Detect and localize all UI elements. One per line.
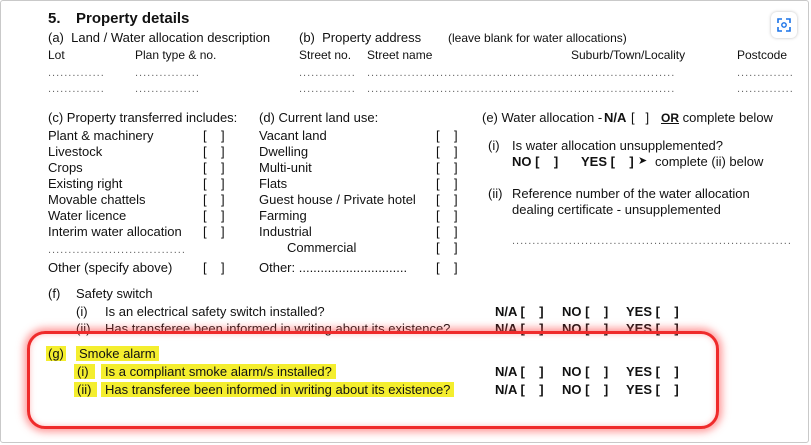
f-q2-num: (ii) — [76, 321, 91, 336]
g-q1-yes[interactable]: YES [ ] — [626, 364, 679, 379]
c-item: Movable chattels — [48, 192, 146, 207]
col-suburb: Suburb/Town/Locality — [571, 48, 686, 62]
d-item: Guest house / Private hotel — [259, 192, 416, 207]
checkbox[interactable]: [ ] — [203, 192, 225, 207]
e-ii-num: (ii) — [488, 186, 503, 201]
g-q2-na[interactable]: N/A [ ] — [495, 382, 544, 397]
e-or: OR — [661, 111, 679, 125]
c-item: Plant & machinery — [48, 128, 154, 143]
c-other-dots: .................................. — [48, 244, 186, 256]
checkbox[interactable]: [ ] — [436, 224, 458, 239]
d-item: Industrial — [259, 224, 312, 239]
g-title: Smoke alarm — [76, 346, 159, 361]
dots-lot-1: .............. — [48, 67, 105, 79]
f-q2-no[interactable]: NO [ ] — [562, 321, 609, 336]
label-a: (a) Land / Water allocation description — [48, 30, 271, 45]
dots-streetno-2: .............. — [299, 83, 356, 95]
dots-street-2: ............................................................................ — [367, 83, 676, 95]
f-label: (f) — [48, 286, 61, 301]
arrow-icon: ➤ — [638, 155, 648, 167]
g-q2-text: Has transferee been informed in writing about its existence? — [101, 382, 454, 397]
g-q1-num: (i) — [74, 364, 95, 379]
dots-streetno-1: .............. — [299, 67, 356, 79]
checkbox[interactable]: [ ] — [436, 128, 458, 143]
e-ii-dots: ..................................................................... — [512, 235, 792, 247]
checkbox[interactable]: [ ] — [203, 224, 225, 239]
f-q2-text: Has transferee been informed in writing about its existence? — [105, 321, 451, 336]
dots-street-1: ............................................................................ — [367, 67, 676, 79]
e-ii-line1: Reference number of the water allocation — [512, 186, 750, 201]
g-q2-no[interactable]: NO [ ] — [562, 382, 609, 397]
f-q1-yes[interactable]: YES [ ] — [626, 304, 679, 319]
g-q1-na[interactable]: N/A [ ] — [495, 364, 544, 379]
col-street-no: Street no. — [299, 48, 352, 62]
section-title: Property details — [76, 10, 190, 27]
g-q2-yes[interactable]: YES [ ] — [626, 382, 679, 397]
label-b-note: (leave blank for water allocations) — [448, 31, 627, 45]
dots-lot-2: .............. — [48, 83, 105, 95]
col-street-name: Street name — [367, 48, 433, 62]
c-item: Existing right — [48, 176, 123, 191]
f-q1-na[interactable]: N/A [ ] — [495, 304, 544, 319]
checkbox[interactable]: [ ] — [436, 144, 458, 159]
dots-postcode-1: .............. — [737, 67, 794, 79]
e-i-no-option[interactable]: NO [ ] — [512, 154, 559, 169]
d-item: Multi-unit — [259, 160, 312, 175]
f-title: Safety switch — [76, 286, 153, 301]
checkbox[interactable]: [ ] — [203, 144, 225, 159]
g-label: (g) — [48, 346, 64, 361]
checkbox[interactable]: [ ] — [203, 208, 225, 223]
f-q1-text: Is an electrical safety switch installed? — [105, 304, 325, 319]
d-heading: (d) Current land use: — [259, 110, 379, 125]
e-heading-suffix: complete below — [679, 110, 773, 125]
f-q1-no[interactable]: NO [ ] — [562, 304, 609, 319]
d-item: Dwelling — [259, 144, 309, 159]
checkbox[interactable]: [ ] — [436, 176, 458, 191]
col-postcode: Postcode — [737, 48, 788, 62]
checkbox[interactable]: [ ] — [203, 128, 225, 143]
section-number: 5. — [48, 10, 61, 27]
checkbox[interactable]: [ ] — [631, 110, 650, 125]
expand-icon — [776, 17, 792, 33]
col-plan: Plan type & no. — [135, 48, 217, 62]
f-q2-yes[interactable]: YES [ ] — [626, 321, 679, 336]
e-i-complete: complete (ii) below — [655, 154, 764, 169]
d-item: Vacant land — [259, 128, 327, 143]
checkbox[interactable]: [ ] — [203, 260, 225, 275]
g-q1-text: Is a compliant smoke alarm/s installed? — [101, 364, 336, 379]
e-i-num: (i) — [488, 138, 500, 153]
e-ii-line2: dealing certificate - unsupplemented — [512, 202, 721, 217]
c-item: Interim water allocation — [48, 224, 182, 239]
f-q2-na[interactable]: N/A [ ] — [495, 321, 544, 336]
checkbox[interactable]: [ ] — [436, 192, 458, 207]
c-heading: (c) Property transferred includes: — [48, 110, 238, 125]
f-q1-num: (i) — [76, 304, 88, 319]
e-na: N/A — [604, 110, 627, 125]
label-b: (b) Property address — [299, 30, 422, 45]
c-item: Water licence — [48, 208, 127, 223]
c-item: Crops — [48, 160, 83, 175]
g-q2-num: (ii) — [74, 382, 97, 397]
e-heading-prefix: (e) Water allocation - — [482, 110, 606, 125]
d-item: Commercial — [287, 240, 357, 255]
zoom-button[interactable] — [771, 12, 797, 38]
col-lot: Lot — [48, 48, 65, 62]
dots-plan-2: ................ — [135, 83, 200, 95]
d-item: Flats — [259, 176, 288, 191]
highlight-circle — [27, 331, 719, 429]
e-i-yes-option[interactable]: YES [ ] — [581, 154, 634, 169]
g-q1-no[interactable]: NO [ ] — [562, 364, 609, 379]
checkbox[interactable]: [ ] — [203, 160, 225, 175]
dots-postcode-2: .............. — [737, 83, 794, 95]
checkbox[interactable]: [ ] — [436, 260, 458, 275]
d-item: Farming — [259, 208, 307, 223]
d-other-label: Other: .............................. — [259, 260, 408, 275]
c-other-label: Other (specify above) — [48, 260, 173, 275]
dots-plan-1: ................ — [135, 67, 200, 79]
checkbox[interactable]: [ ] — [436, 160, 458, 175]
checkbox[interactable]: [ ] — [436, 240, 458, 255]
e-i-question: Is water allocation unsupplemented? — [512, 138, 724, 153]
checkbox[interactable]: [ ] — [203, 176, 225, 191]
checkbox[interactable]: [ ] — [436, 208, 458, 223]
c-item: Livestock — [48, 144, 103, 159]
